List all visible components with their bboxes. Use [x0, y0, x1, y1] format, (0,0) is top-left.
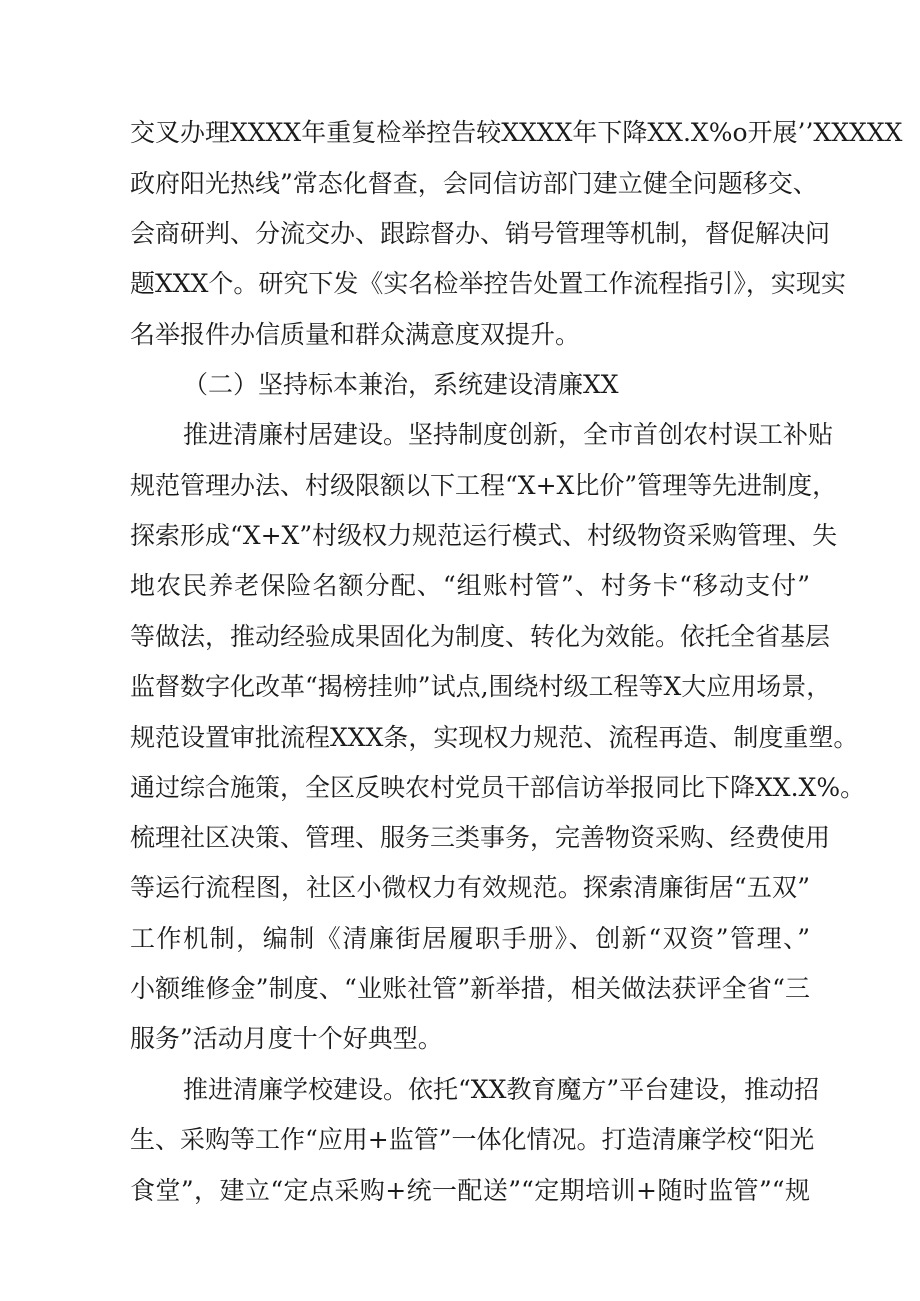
- text-line: 工作机制，编制《清廉街居履职手册》、创新“双资”管理、”: [130, 924, 810, 953]
- paragraph-first-line: 推进清廉村居建设。坚持制度创新，全市首创农村误工补贴: [183, 420, 834, 449]
- text-line: 规范设置审批流程XXX条，实现权力规范、流程再造、制度重塑。: [130, 723, 859, 752]
- text-line: 政府阳光热线”常态化督查，会同信访部门建立健全问题移交、: [130, 169, 818, 198]
- text-line: 名举报件办信质量和群众满意度双提升。: [130, 320, 581, 349]
- text-line: 通过综合施策，全区反映农村党员干部信访举报同比下降XX.X%。: [130, 773, 866, 802]
- text-line: 等做法，推动经验成果固化为制度、转化为效能。依托全省基层: [130, 622, 831, 651]
- text-line: 会商研判、分流交办、跟踪督办、销号管理等机制，督促解决问: [130, 219, 831, 248]
- text-line: 小额维修金”制度、“业账社管”新举措，相关做法获评全省“三: [130, 974, 810, 1003]
- text-line: 地农民养老保险名额分配、“组账村管”、村务卡“移动支付”: [130, 571, 810, 600]
- text-line: 梳理社区决策、管理、服务三类事务，完善物资采购、经费使用: [130, 823, 831, 852]
- text-line: 生、采购等工作“应用+监管”一体化情况。打造清廉学校“阳光: [130, 1125, 815, 1154]
- text-line: 等运行流程图，社区小微权力有效规范。探索清廉街居“五双”: [130, 873, 810, 902]
- text-line: 服务”活动月度十个好典型。: [130, 1024, 443, 1053]
- section-heading: （二）坚持标本兼治，系统建设清廉XX: [183, 370, 619, 399]
- paragraph-first-line: 推进清廉学校建设。依托“XX教育魔方”平台建设，推动招: [183, 1075, 820, 1104]
- text-line: 规范管理办法、村级限额以下工程“X+X比价”管理等先进制度，: [130, 471, 838, 500]
- text-line: 交叉办理XXXX年重复检举控告较XXXX年下降XX.X%o开展’’XXXXX: [130, 118, 903, 147]
- text-line: 监督数字化改革“揭榜挂帅”试点,围绕村级工程等X大应用场景，: [130, 672, 832, 701]
- text-line: 探索形成“X+X”村级权力规范运行模式、村级物资采购管理、失: [130, 521, 838, 550]
- text-line: 题XXX个。研究下发《实名检举控告处置工作流程指引》，实现实: [130, 269, 846, 298]
- text-line: 食堂”，建立“定点采购+统一配送”“定期培训+随时监管”“规: [130, 1176, 810, 1205]
